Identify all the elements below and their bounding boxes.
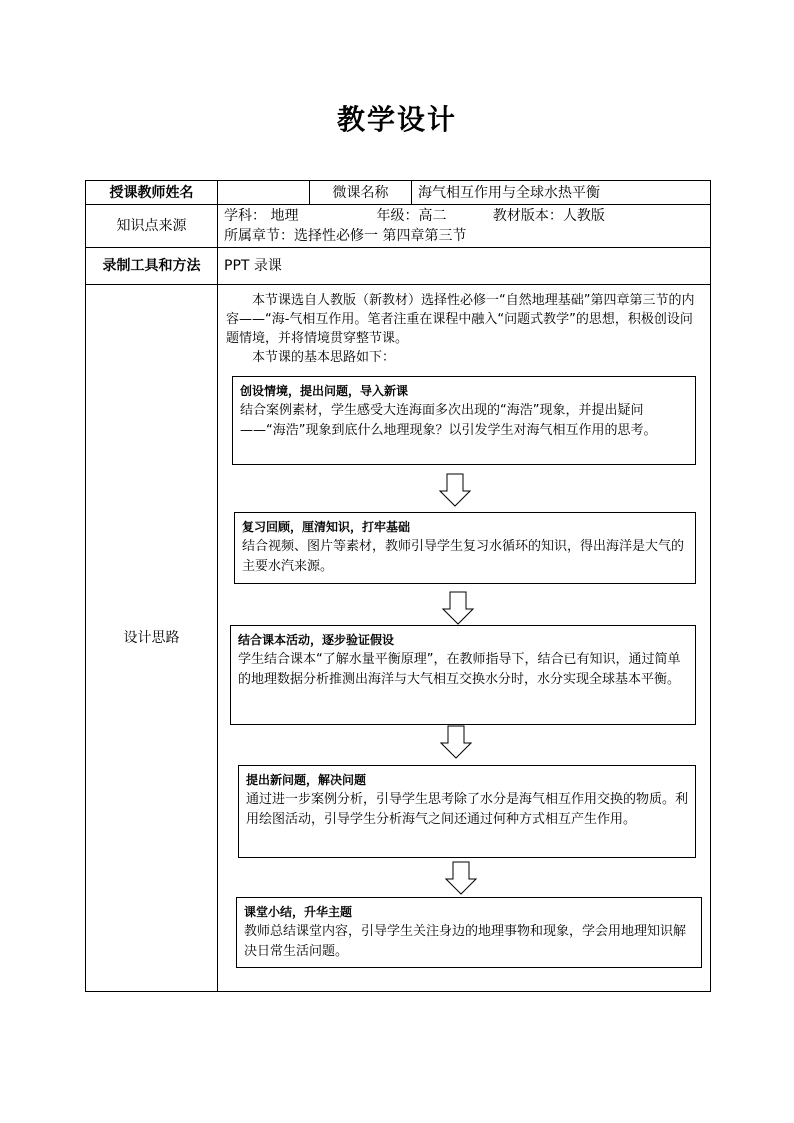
lesson-label: 微课名称 bbox=[310, 181, 412, 205]
down-arrow-icon bbox=[440, 725, 472, 759]
intro-paragraph: 本节课的基本思路如下： bbox=[252, 350, 396, 365]
lesson-value: 海气相互作用与全球水热平衡 bbox=[412, 181, 711, 205]
flow-step-box bbox=[232, 376, 696, 465]
teacher-label: 授课教师姓名 bbox=[86, 181, 218, 205]
down-arrow-icon bbox=[439, 473, 471, 507]
teacher-value bbox=[218, 181, 310, 205]
down-arrow-icon bbox=[442, 591, 474, 625]
flow-step-box bbox=[230, 625, 696, 725]
source-label: 知识点来源 bbox=[86, 205, 218, 248]
step-body: 结合案例素材，学生感受大连海面多次出现的“海浩”现象，并提出疑问——“海浩”现象到底什么地理现象？以引发学生对海气相互作用的思考。 bbox=[240, 403, 657, 438]
design-label: 设计思路 bbox=[86, 285, 218, 992]
grade-text: 年级：高二 bbox=[376, 208, 447, 224]
step-title: 复习回顾，厘清知识，打牢基础 bbox=[242, 520, 411, 534]
step-title: 创设情境，提出问题，导入新课 bbox=[240, 384, 409, 398]
flow-step-box bbox=[236, 897, 702, 968]
step-body: 结合视频、图片等素材，教师引导学生复习水循环的知识，得出海洋是大气的主要水汽来源。 bbox=[242, 539, 685, 574]
step-body: 教师总结课堂内容，引导学生关注身边的地理事物和现象，学会用地理知识解决日常生活问题。 bbox=[244, 924, 687, 959]
step-body: 通过进一步案例分析，引导学生思考除了水分是海气相互作用交换的物质。利用绘图活动，引导学生分析海气之间还通过何种方式相互产生作用。 bbox=[246, 792, 689, 827]
source-value bbox=[218, 205, 711, 248]
table-row bbox=[86, 205, 711, 248]
table-row bbox=[86, 181, 711, 205]
page-title: 教学设计 bbox=[336, 103, 457, 136]
intro-paragraph: 本节课选自人教版（新教材）选择性必修一“自然地理基础”第四章第三节的内容——“海-气相互作用。笔者注重在课程中融入“问题式教学”的思想，积极创设问题情境，并将情境贯穿整节课。 bbox=[226, 293, 695, 346]
tool-label: 录制工具和方法 bbox=[86, 248, 218, 285]
edition-text: 教材版本：人教版 bbox=[492, 208, 605, 224]
step-title: 结合课本活动，逐步验证假设 bbox=[238, 633, 395, 647]
step-title: 提出新问题，解决问题 bbox=[246, 773, 367, 787]
flow-step-box bbox=[238, 765, 696, 858]
lesson-design-table bbox=[85, 180, 711, 992]
flow-step-box bbox=[234, 512, 696, 584]
subject-text: 学科： 地理 bbox=[224, 208, 299, 224]
intro-text bbox=[226, 291, 704, 367]
step-title: 课堂小结，升华主题 bbox=[244, 905, 353, 919]
tool-value: PPT 录课 bbox=[218, 248, 711, 285]
table-row bbox=[86, 285, 711, 992]
table-row bbox=[86, 248, 711, 285]
design-content bbox=[218, 285, 711, 992]
step-body: 学生结合课本“了解水量平衡原理”，在教师指导下，结合已有知识，通过简单的地理数据分析推测出海洋与大气相互交换水分时，水分实现全球基本平衡。 bbox=[238, 652, 681, 687]
down-arrow-icon bbox=[445, 861, 477, 895]
chapter-text: 所属章节：选择性必修一 第四章第三节 bbox=[224, 228, 467, 244]
